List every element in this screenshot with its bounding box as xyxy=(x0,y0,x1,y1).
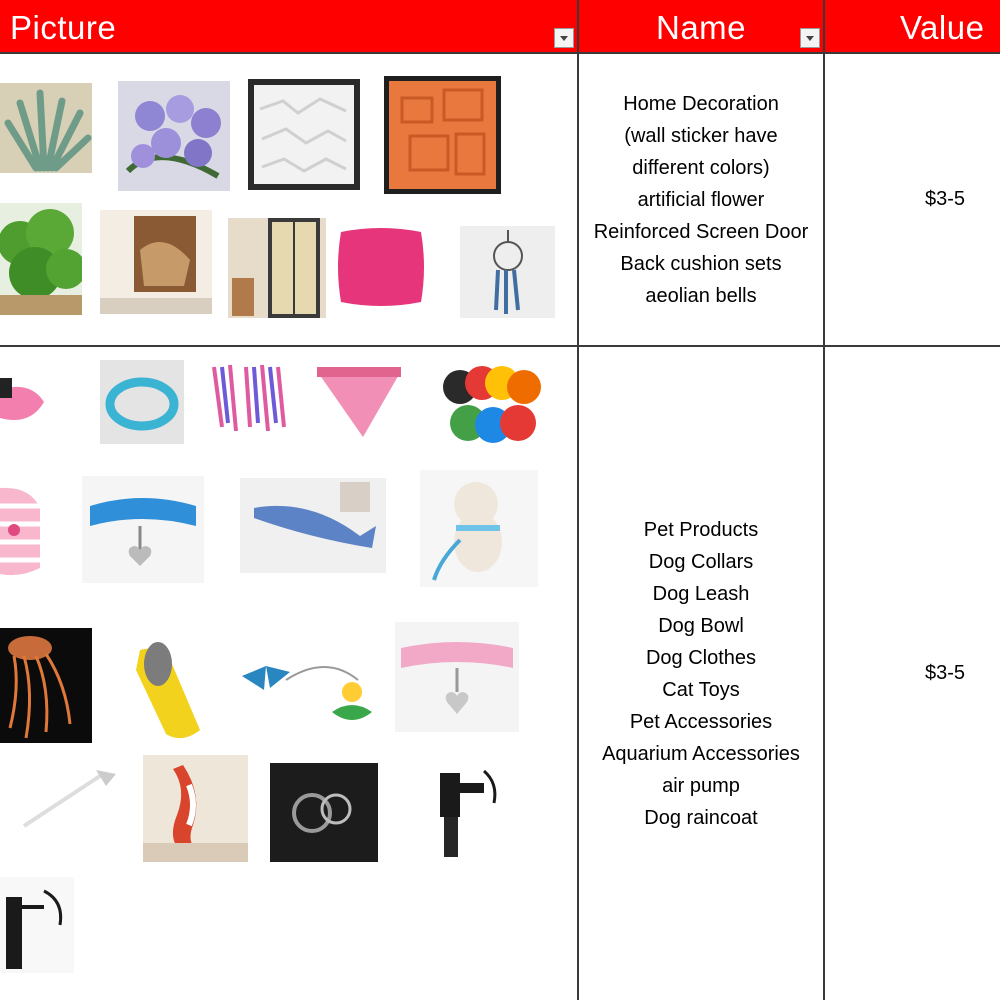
product-image-screen-door xyxy=(228,218,326,318)
row-2-name-line: Cat Toys xyxy=(662,679,740,701)
row-2-name-line: Dog Leash xyxy=(652,583,750,605)
row-1-name-line: different colors) xyxy=(632,157,770,179)
product-image-feather-wand xyxy=(0,764,118,828)
product-image-succulent-plant xyxy=(0,83,92,173)
row-2-name-line: Dog Bowl xyxy=(658,615,744,637)
row-1-name-line: (wall sticker have xyxy=(624,125,778,147)
row-2-value: $3-5 xyxy=(924,662,966,684)
product-image-butterfly-cat-toy xyxy=(236,650,378,728)
filter-dropdown-icon xyxy=(806,36,814,41)
product-image-suction-cups xyxy=(270,763,378,862)
product-image-dream-catcher xyxy=(460,226,555,318)
product-image-air-pump xyxy=(414,763,504,860)
row-1-name-line: aeolian bells xyxy=(645,285,757,307)
row-1-value: $3-5 xyxy=(924,188,966,210)
product-image-green-plant xyxy=(0,203,82,315)
product-image-yellow-fish-toy xyxy=(112,634,208,744)
product-image-pink-dog-shirt xyxy=(0,478,44,582)
product-image-pink-glitter-collar xyxy=(395,622,519,732)
picture-filter-button[interactable] xyxy=(554,28,574,48)
product-image-wall-art xyxy=(100,210,212,314)
row-1-name-line: Home Decoration xyxy=(623,93,779,115)
product-image-pink-cushion xyxy=(335,222,427,312)
product-image-koi-fish-toy xyxy=(143,755,248,862)
header-name: Name xyxy=(655,9,747,46)
header-picture: Picture xyxy=(10,9,117,46)
row-1-name-list xyxy=(579,88,823,312)
product-image-artificial-flower xyxy=(118,81,230,191)
product-image-aquarium-filter xyxy=(0,877,74,973)
product-image-orange-wall-sticker xyxy=(384,76,501,194)
product-image-white-wall-panel xyxy=(248,79,360,190)
row-2-name-line: Aquarium Accessories xyxy=(602,743,800,765)
product-image-fish-cat-toy xyxy=(240,478,386,573)
table-header xyxy=(0,0,1000,54)
product-image-dog-leash-set xyxy=(204,357,296,441)
product-image-blue-spiked-collar xyxy=(100,360,184,444)
row-2-name-line: Pet Accessories xyxy=(629,711,773,733)
name-filter-button[interactable] xyxy=(800,28,820,48)
product-image-pink-bandana xyxy=(315,365,403,441)
product-image-jellyfish-decoration xyxy=(0,628,92,743)
product-image-dog-harness xyxy=(420,470,538,587)
product-image-dog-bowls xyxy=(438,363,546,447)
product-image-pink-collar xyxy=(0,372,48,430)
header-divider xyxy=(823,0,825,52)
row-2-name-line: air pump xyxy=(662,775,740,797)
row-2-name-list xyxy=(579,514,823,834)
row-2-name-line: Pet Products xyxy=(643,519,759,541)
row-1-name-line: Back cushion sets xyxy=(620,253,782,275)
row-2-name-line: Dog Clothes xyxy=(645,647,757,669)
row-divider xyxy=(0,345,1000,347)
filter-dropdown-icon xyxy=(560,36,568,41)
row-1-name-line: artificial flower xyxy=(637,189,765,211)
product-image-blue-collar-heart xyxy=(82,476,204,583)
header-value: Value xyxy=(900,9,985,46)
row-2-name-line: Dog raincoat xyxy=(644,807,758,829)
row-2-name-line: Dog Collars xyxy=(648,551,754,573)
row-1-name-line: Reinforced Screen Door xyxy=(593,221,809,243)
